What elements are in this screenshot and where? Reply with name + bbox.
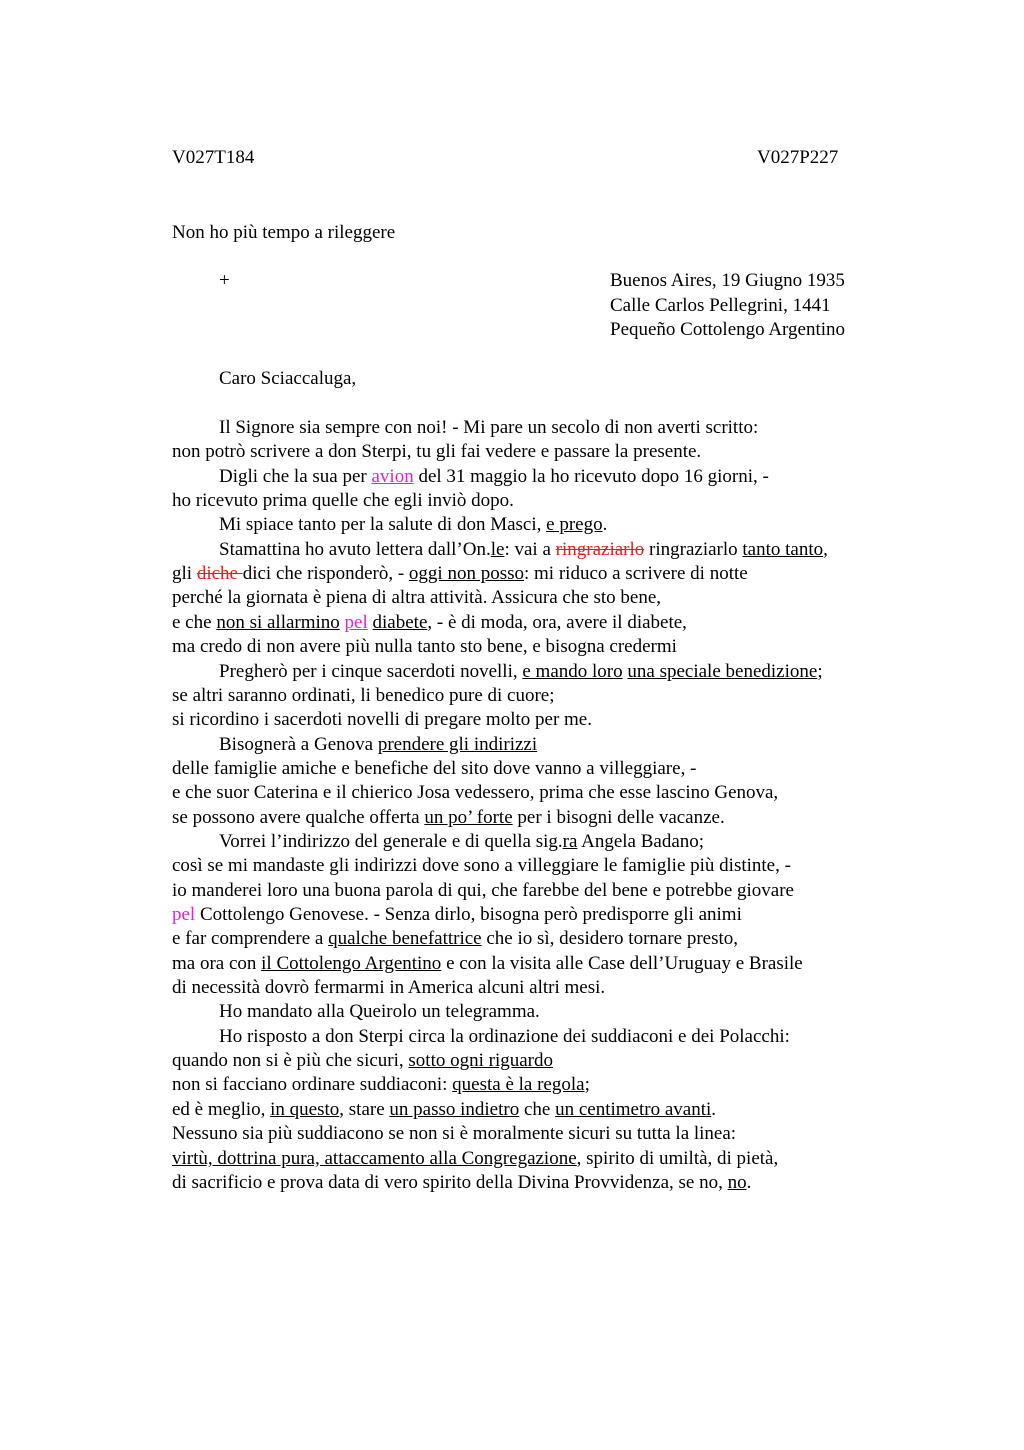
- text-segment: ;: [817, 661, 823, 682]
- text-segment: Stamattina ho avuto lettera dall’On.: [219, 539, 491, 560]
- text-segment: , spirito di umiltà, di pietà,: [576, 1148, 779, 1169]
- text-segment: Pregherò per i cinque sacerdoti novelli,: [219, 661, 523, 682]
- letter-line: [172, 927, 738, 951]
- text-segment: : vai a: [504, 539, 556, 560]
- marked-text: diabete: [372, 612, 428, 633]
- text-segment: .: [746, 1172, 752, 1193]
- letter-line: [219, 538, 828, 562]
- letter-line: [219, 416, 758, 440]
- letter-line: [219, 733, 537, 757]
- text-segment: così se mi mandaste gli indirizzi dove sono a villeggiare le famiglie più distinte, -: [172, 855, 791, 876]
- letter-line: [172, 440, 701, 464]
- text-segment: che: [519, 1099, 556, 1120]
- text-segment: Ho risposto a don Sterpi circa la ordinazione dei suddiaconi e dei Polacchi:: [219, 1026, 790, 1047]
- text-segment: Vorrei l’indirizzo del generale e di quella sig.: [219, 831, 563, 852]
- text-segment: Nessuno sia più suddiacono se non si è moralmente sicuri su tutta la linea:: [172, 1123, 737, 1144]
- marked-text: un po’ forte: [424, 807, 513, 828]
- text-segment: ringraziarlo: [644, 539, 743, 560]
- text-segment: non potrò scrivere a don Sterpi, tu gli fai vedere e passare la presente.: [172, 441, 702, 462]
- text-segment: ,: [823, 539, 828, 560]
- marked-text: e mando loro: [522, 661, 623, 682]
- text-segment: perché la giornata è piena di altra attività. Assicura che sto bene,: [172, 587, 662, 608]
- text-segment: del 31 maggio la ho ricevuto dopo 16 giorni, -: [413, 466, 769, 487]
- marked-text: una speciale benedizione: [627, 661, 818, 682]
- letter-line: [172, 879, 794, 903]
- marked-text: pel: [344, 612, 368, 633]
- letter-line: [172, 1122, 736, 1146]
- text-segment: .: [711, 1099, 717, 1120]
- text-segment: non si facciano ordinare suddiaconi:: [172, 1074, 453, 1095]
- text-segment: ma ora con: [172, 953, 262, 974]
- letter-line: [219, 513, 607, 537]
- marked-text: in questo: [270, 1099, 340, 1120]
- text-segment: : mi riduco a scrivere di notte: [524, 563, 748, 584]
- text-segment: di sacrificio e prova data di vero spirito della Divina Provvidenza, se no,: [172, 1172, 728, 1193]
- letter-line: [172, 903, 742, 927]
- address-line: Calle Carlos Pellegrini, 1441: [610, 295, 831, 316]
- letter-line: [172, 952, 803, 976]
- struck-word: ringraziarlo: [555, 539, 645, 560]
- text-segment: e che suor Caterina e il chierico Josa vedessero, prima che esse lascino Genova,: [172, 782, 779, 803]
- text-segment: , - è di moda, ora, avere il diabete,: [427, 612, 687, 633]
- marked-text: virtù, dottrina pura, attaccamento alla Congregazione: [172, 1148, 577, 1169]
- marked-text: tanto tanto: [742, 539, 824, 560]
- text-segment: si ricordino i sacerdoti novelli di pregare molto per me.: [172, 709, 592, 730]
- marked-text: un passo indietro: [389, 1099, 520, 1120]
- text-segment: delle famiglie amiche e benefiche del sito dove vanno a villeggiare, -: [172, 758, 697, 779]
- text-segment: Ho mandato alla Queirolo un telegramma.: [219, 1001, 540, 1022]
- letter-line: [172, 611, 687, 635]
- address-line: Pequeño Cottolengo Argentino: [610, 319, 846, 340]
- document-code-left: V027T184: [172, 147, 255, 168]
- letter-line: [172, 976, 605, 1000]
- text-segment: di necessità dovrò fermarmi in America alcuni altri mesi.: [172, 977, 606, 998]
- marked-text: ra: [562, 831, 578, 852]
- text-segment: e far comprendere a: [172, 928, 329, 949]
- text-segment: e che: [172, 612, 217, 633]
- letter-line: [172, 757, 696, 781]
- marked-text: avion: [371, 466, 414, 487]
- marked-text: le: [490, 539, 505, 560]
- letter-line: [219, 465, 769, 489]
- text-segment: quando non si è più che sicuri,: [172, 1050, 409, 1071]
- text-segment: dici che risponderò, -: [242, 563, 409, 584]
- letter-line: [219, 1025, 790, 1049]
- letter-line: [172, 489, 514, 513]
- text-segment: , stare: [339, 1099, 390, 1120]
- struck-word: diche: [196, 563, 243, 584]
- text-segment: e con la visita alle Case dell’Uruguay e Brasile: [441, 953, 803, 974]
- text-segment: Il Signore sia sempre con noi! - Mi pare un secolo di non averti scritto:: [219, 417, 759, 438]
- text-segment: se possono avere qualche offerta: [172, 807, 425, 828]
- text-segment: io manderei loro una buona parola di qui, che farebbe del bene e potrebbe giovare: [172, 880, 794, 901]
- cross-symbol: +: [219, 270, 230, 291]
- letter-line: [172, 684, 555, 708]
- letter-line: [172, 1098, 716, 1122]
- letter-line: [172, 635, 677, 659]
- text-segment: .: [602, 514, 608, 535]
- marked-text: qualche benefattrice: [328, 928, 482, 949]
- text-segment: Cottolengo Genovese. - Senza dirlo, bisogna però predisporre gli animi: [195, 904, 742, 925]
- letter-line: [172, 562, 748, 586]
- document-code-right: V027P227: [757, 147, 839, 168]
- letter-line: [172, 781, 778, 805]
- text-segment: Digli che la sua per: [219, 466, 372, 487]
- letter-line: [219, 660, 823, 684]
- marked-text: il Cottolengo Argentino: [261, 953, 442, 974]
- letter-line: [172, 1049, 553, 1073]
- salutation: Caro Sciaccaluga,: [219, 368, 357, 389]
- letter-line: [172, 854, 791, 878]
- text-segment: ;: [584, 1074, 590, 1095]
- marked-text: un centimetro avanti: [555, 1099, 712, 1120]
- text-segment: per i bisogni delle vacanze.: [512, 807, 725, 828]
- marked-text: no: [727, 1172, 747, 1193]
- marked-text: non si allarmino: [216, 612, 340, 633]
- text-segment: gli: [172, 563, 197, 584]
- marked-text: pel: [172, 904, 196, 925]
- text-segment: Angela Badano;: [577, 831, 705, 852]
- text-segment: che io sì, desidero tornare presto,: [481, 928, 739, 949]
- marked-text: oggi non posso: [408, 563, 524, 584]
- letter-line: [219, 1000, 540, 1024]
- marked-text: e prego: [546, 514, 603, 535]
- letter-line: [172, 1147, 778, 1171]
- text-segment: se altri saranno ordinati, li benedico pure di cuore;: [172, 685, 555, 706]
- text-segment: ed è meglio,: [172, 1099, 271, 1120]
- letter-line: [219, 830, 704, 854]
- marked-text: sotto ogni riguardo: [408, 1050, 554, 1071]
- text-segment: ma credo di non avere più nulla tanto sto bene, e bisogna credermi: [172, 636, 677, 657]
- text-segment: ho ricevuto prima quelle che egli inviò dopo.: [172, 490, 514, 511]
- marked-text: prendere gli indirizzi: [377, 734, 538, 755]
- margin-note: Non ho più tempo a rileggere: [172, 222, 396, 243]
- text-segment: Mi spiace tanto per la salute di don Masci,: [219, 514, 547, 535]
- letter-line: [172, 1073, 590, 1097]
- letter-line: [172, 806, 725, 830]
- letter-line: [172, 1171, 751, 1195]
- marked-text: questa è la regola: [452, 1074, 585, 1095]
- letter-line: [172, 708, 592, 732]
- text-segment: Bisognerà a Genova: [219, 734, 378, 755]
- address-line: Buenos Aires, 19 Giugno 1935: [610, 270, 845, 291]
- letter-line: [172, 586, 661, 610]
